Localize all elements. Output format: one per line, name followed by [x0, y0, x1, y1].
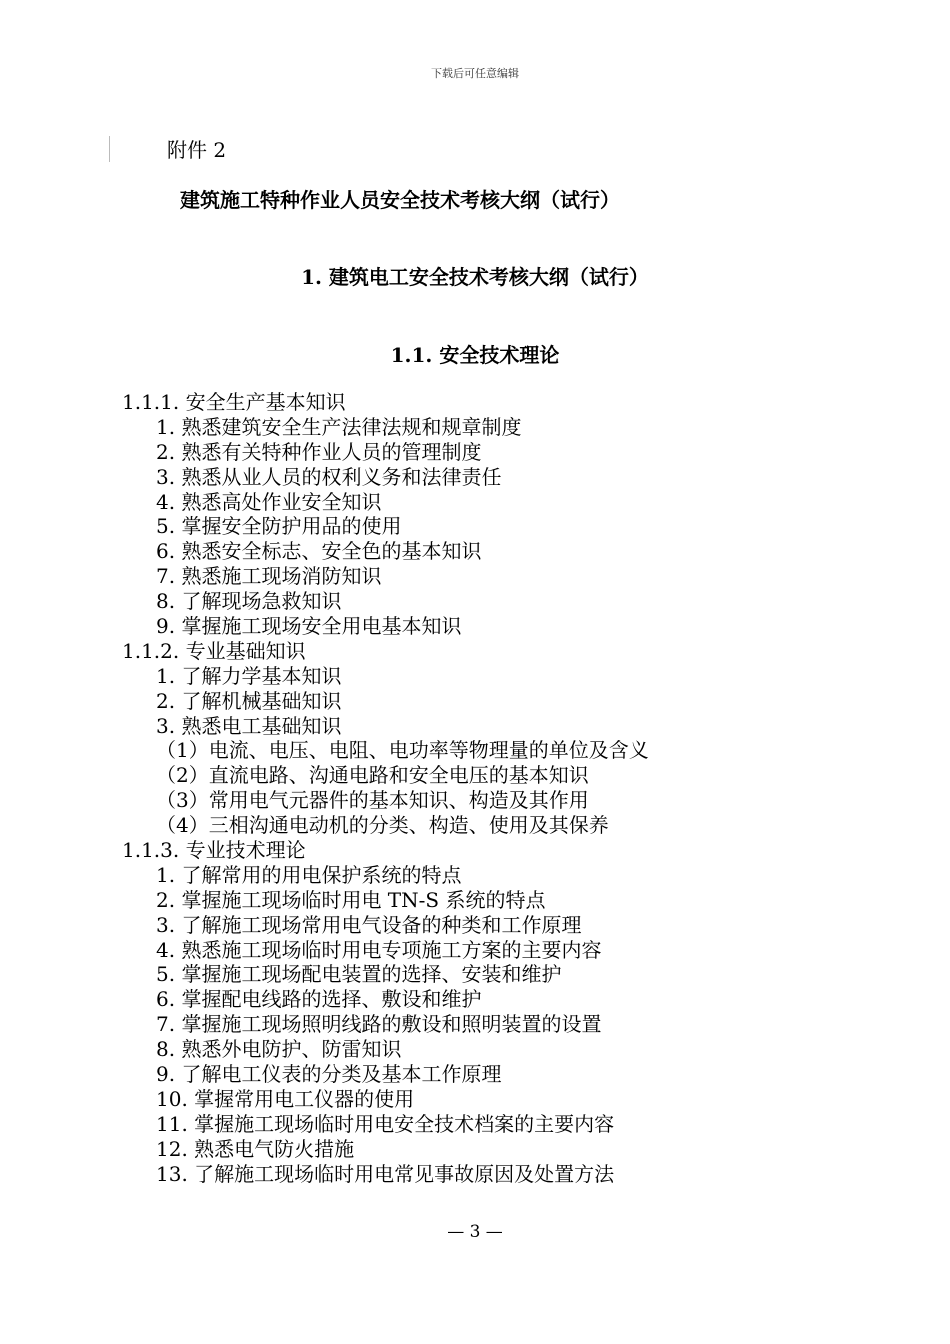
outline-item: 3. 了解施工现场常用电气设备的种类和工作原理	[156, 912, 582, 937]
outline-heading: 1.1.1. 安全生产基本知识	[122, 390, 346, 414]
outline-item: 1. 了解常用的用电保护系统的特点	[156, 862, 462, 887]
outline-item: 7. 掌握施工现场照明线路的敷设和照明装置的设置	[156, 1012, 602, 1037]
outline-subitem: （3）常用电气元器件的基本知识、构造及其作用	[156, 788, 589, 813]
outline-item: 1. 了解力学基本知识	[156, 663, 342, 688]
outline-item: 8. 了解现场急救知识	[156, 589, 342, 614]
outline-item: 3. 熟悉从业人员的权利义务和法律责任	[156, 464, 502, 489]
outline-item: 7. 熟悉施工现场消防知识	[156, 564, 382, 589]
outline-list	[0, 390, 950, 1187]
outline-item: 2. 掌握施工现场临时用电 TN-S 系统的特点	[156, 887, 546, 912]
outline-item: 1. 熟悉建筑安全生产法律法规和规章制度	[156, 414, 522, 439]
outline-subitem: （4）三相沟通电动机的分类、构造、使用及其保养	[156, 813, 609, 838]
subsection-title: 1.1. 安全技术理论	[390, 343, 560, 367]
outline-item: 8. 熟悉外电防护、防雷知识	[156, 1037, 402, 1062]
outline-item: 11. 掌握施工现场临时用电安全技术档案的主要内容	[156, 1111, 615, 1136]
outline-item: 12. 熟悉电气防火措施	[156, 1136, 355, 1161]
section-title: 1. 建筑电工安全技术考核大纲（试行）	[301, 265, 649, 289]
outline-heading: 1.1.3. 专业技术理论	[122, 838, 306, 863]
header-note: 下载后可任意编辑	[431, 67, 519, 80]
outline-item: 2. 熟悉有关特种作业人员的管理制度	[156, 439, 482, 464]
outline-item: 9. 掌握施工现场安全用电基本知识	[156, 614, 462, 639]
margin-mark	[109, 136, 110, 162]
outline-item: 10. 掌握常用电工仪器的使用	[156, 1086, 415, 1111]
document-title: 建筑施工特种作业人员安全技术考核大纲（试行）	[180, 188, 620, 212]
outline-item: 5. 掌握施工现场配电装置的选择、安装和维护	[156, 962, 562, 987]
outline-heading: 1.1.2. 专业基础知识	[122, 638, 306, 663]
outline-item: 4. 熟悉高处作业安全知识	[156, 489, 382, 514]
outline-item: 6. 掌握配电线路的选择、敷设和维护	[156, 987, 482, 1012]
outline-subitem: （2）直流电路、沟通电路和安全电压的基本知识	[156, 763, 589, 788]
outline-item: 13. 了解施工现场临时用电常见事故原因及处置方法	[156, 1161, 615, 1186]
page-number: — 3 —	[447, 1222, 503, 1242]
attachment-label: 附件 2	[167, 138, 227, 162]
outline-item: 3. 熟悉电工基础知识	[156, 713, 342, 738]
outline-item: 5. 掌握安全防护用品的使用	[156, 514, 402, 539]
outline-subitem: （1）电流、电压、电阻、电功率等物理量的单位及含义	[156, 738, 649, 763]
outline-item: 4. 熟悉施工现场临时用电专项施工方案的主要内容	[156, 937, 602, 962]
outline-item: 9. 了解电工仪表的分类及基本工作原理	[156, 1062, 502, 1087]
outline-item: 2. 了解机械基础知识	[156, 688, 342, 713]
outline-item: 6. 熟悉安全标志、安全色的基本知识	[156, 539, 482, 564]
